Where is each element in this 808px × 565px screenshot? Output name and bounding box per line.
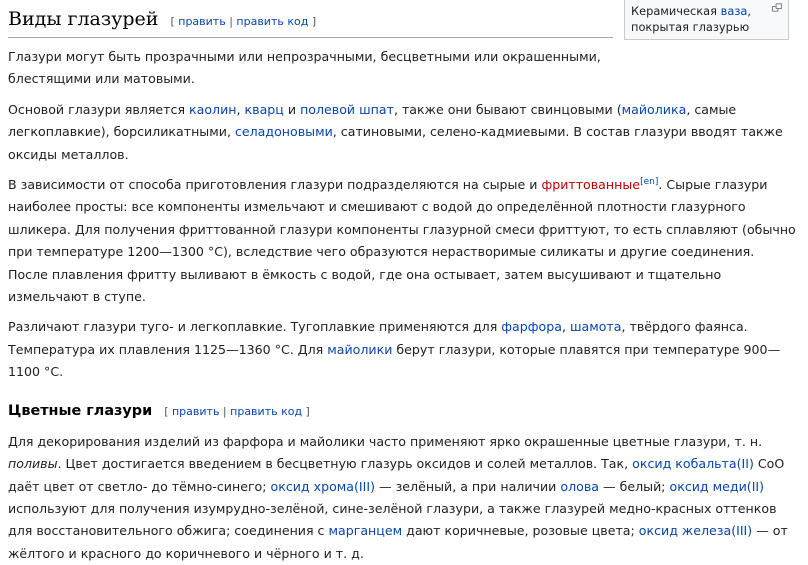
caption-text-line2: покрытая глазурью bbox=[631, 20, 750, 34]
section-heading-colored-glazes bbox=[8, 400, 798, 423]
porcelain-link[interactable]: фарфора bbox=[501, 319, 562, 335]
fritted-link[interactable]: фриттованные bbox=[541, 177, 641, 193]
paragraph: Основой глазури является каолин, кварц и полевой шпат, также они бывают свинцовыми (майолика, самые легкоплавкие), борсиликатными, селадоновыми, сатиновыми, селено-кадмиевыми. В состав глазури вводят также оксиды металлов. bbox=[8, 101, 783, 162]
quartz-link[interactable]: кварц bbox=[244, 101, 284, 117]
paragraph: Глазури могут быть прозрачными или непрозрачными, бесцветными или окрашенными, блестящими или матовыми. bbox=[8, 49, 601, 87]
paragraph: В зависимости от способа приготовления глазури подразделяются на сырые и фриттованные[en]. Сырые глазури наиболее просты: все компоненты измельчают и смешивают с водой до определённой плотности глазурного шликера. Для получения фриттованной глазури компоненты глазурной смеси фриттуют, то есть сплавляют (обычно при температуре 1200—1300 °C), вследствие чего образуются нерастворимые силикаты и другие соединения. После плавления фритту выливают в ёмкость с водой, где она остывает, затем высушивают и тщательно измельчают в ступе. bbox=[8, 176, 796, 305]
chamotte-link[interactable]: шамота bbox=[569, 319, 622, 335]
manganese-link[interactable]: марганцем bbox=[328, 523, 403, 539]
copper-oxide-link[interactable]: оксид меди(II) bbox=[669, 478, 765, 494]
edit-link[interactable]: править bbox=[171, 404, 220, 418]
paragraph: Различают глазури туго- и легкоплавкие. Тугоплавкие применяются для фарфора, шамота, твёрдого фаянса. Температура их плавления 1125—1360 °C. Для майолики берут глазури, которые плавятся при температуре 900—1100 °C. bbox=[8, 319, 781, 380]
celadon-link[interactable]: селадоновыми bbox=[234, 124, 333, 140]
majolica-link-2[interactable]: майолики bbox=[327, 341, 393, 357]
majolica-link[interactable]: майолика bbox=[621, 101, 687, 117]
edit-section-links: [ править | править код ] bbox=[164, 404, 310, 418]
kaolin-link[interactable]: каолин bbox=[189, 101, 237, 117]
edit-link[interactable]: править bbox=[178, 15, 226, 28]
feldspar-link[interactable]: полевой шпат bbox=[300, 101, 394, 117]
tin-link[interactable]: олова bbox=[560, 478, 599, 494]
paragraph: Для декорирования изделий из фарфора и майолики часто применяют ярко окрашенные цветные глазури, т. н. поливы. Цвет достигается введением в бесцветную глазурь оксидов и солей металлов. Так, оксид кобальта(II) CoO даёт цвет от светло- до тёмно-синего; оксид хрома(III) — зелёный, а при наличии олова — белый; оксид меди(II) используют для получения изумрудно-зелёной, сине-зелёной глазури, а также глазурей медно-красных оттенков для восстановительного обжига; соединения с марганцем дают коричневые, розовые цвета; оксид железа(III) — от жёлтого и красного до коричневого и чёрного и т. д. bbox=[8, 433, 788, 561]
caption-text: Керамическая bbox=[631, 4, 721, 18]
edit-code-link[interactable]: править код bbox=[236, 15, 309, 28]
interlanguage-en-link[interactable]: [en] bbox=[640, 176, 659, 187]
vase-link[interactable]: ваза bbox=[720, 4, 748, 18]
section-title: Цветные глазури bbox=[8, 402, 153, 419]
section-heading-glaze-types bbox=[8, 0, 613, 38]
cobalt-oxide-link[interactable]: оксид кобальта(II) bbox=[632, 456, 754, 472]
chromium-oxide-link[interactable]: оксид хрома(III) bbox=[270, 478, 375, 494]
edit-section-links: [ править | править код ] bbox=[170, 15, 317, 28]
iron-oxide-link[interactable]: оксид железа(III) bbox=[638, 523, 753, 539]
edit-code-link[interactable]: править код bbox=[230, 404, 303, 418]
caption-text: , bbox=[747, 4, 751, 18]
section-title: Виды глазурей bbox=[8, 8, 159, 30]
article-content bbox=[8, 0, 798, 565]
